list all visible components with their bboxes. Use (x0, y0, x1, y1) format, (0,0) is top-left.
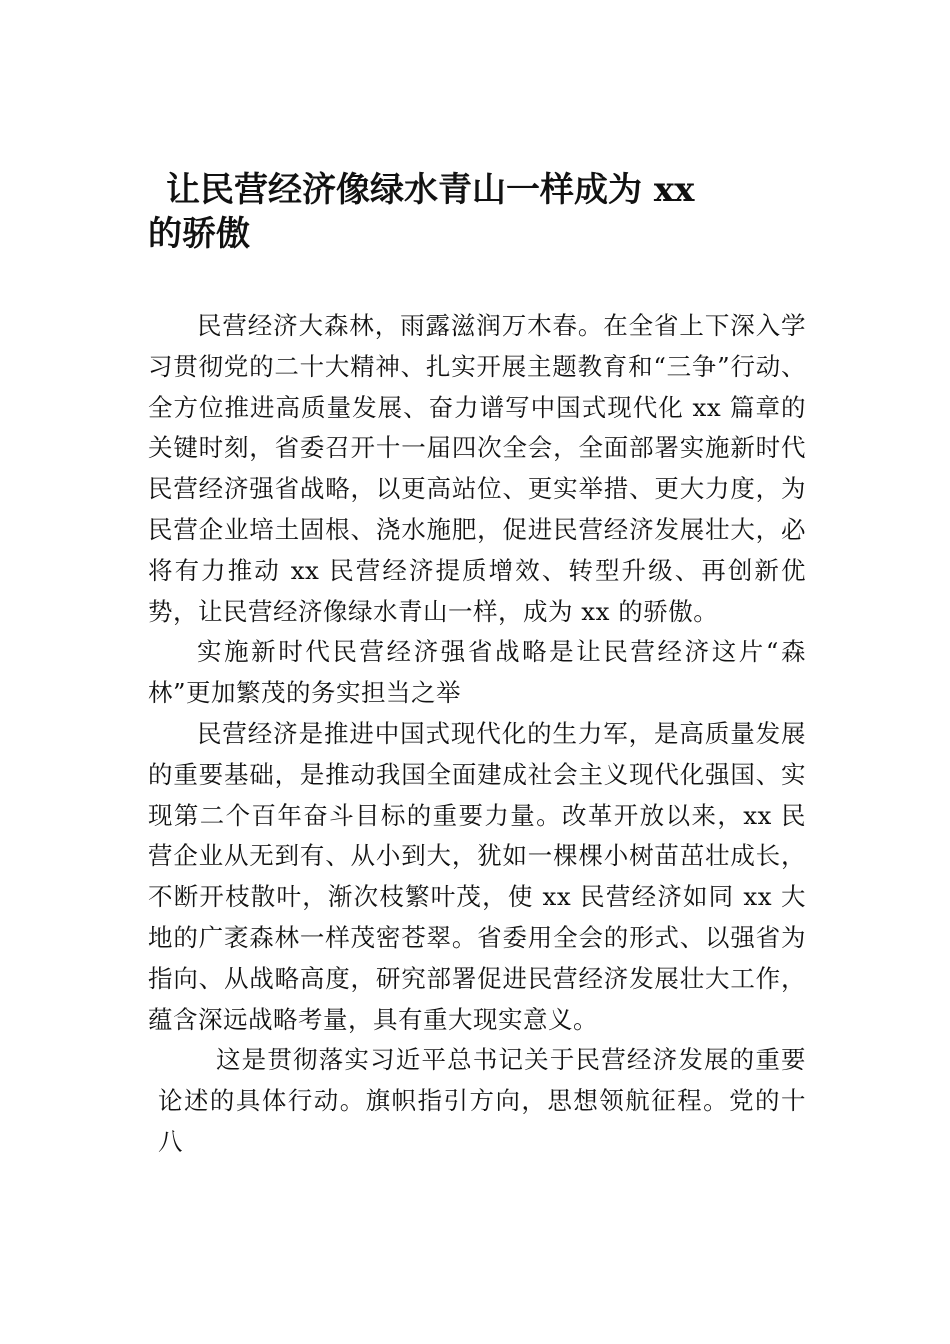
document-title (148, 168, 788, 256)
paragraph-1: 民营经济大森林，雨露滋润万木春。在全省上下深入学习贯彻党的二十大精神、扎实开展主题教育和“三争”行动、全方位推进高质量发展、奋力谱写中国式现代化 xx 篇章的关键时刻，省委召开十一届四次全会，全面部署实施新时代民营经济强省战略，以更高站位、更实举措、更大力度，为民营企业培土固根、浇水施肥，促进民营经济发展壮大，必将有力推动 xx 民营经济提质增效、转型升级、再创新优势，让民营经济像绿水青山一样，成为 xx 的骄傲。 (148, 311, 806, 626)
paragraph-2-subheading: 实施新时代民营经济强省战略是让民营经济这片“森林”更加繁茂的务实担当之举 (148, 637, 806, 708)
document-body (148, 306, 806, 1163)
paragraph-4: 这是贯彻落实习近平总书记关于民营经济发展的重要论述的具体行动。旗帜指引方向，思想领航征程。党的十八 (158, 1045, 806, 1156)
title-line-1: 让民营经济像绿水青山一样成为 xx (166, 170, 695, 210)
title-line-2: 的骄傲 (148, 214, 250, 254)
paragraph-3: 民营经济是推进中国式现代化的生力军，是高质量发展的重要基础，是推动我国全面建成社会主义现代化强国、实现第二个百年奋斗目标的重要力量。改革开放以来，xx 民营企业从无到有、从小到大，犹如一棵棵小树苗茁壮成长，不断开枝散叶，渐次枝繁叶茂，使 xx 民营经济如同 xx 大地的广袤森林一样茂密苍翠。省委用全会的形式、以强省为指向、从战略高度，研究部署促进民营经济发展壮大工作，蕴含深远战略考量，具有重大现实意义。 (148, 718, 806, 1034)
